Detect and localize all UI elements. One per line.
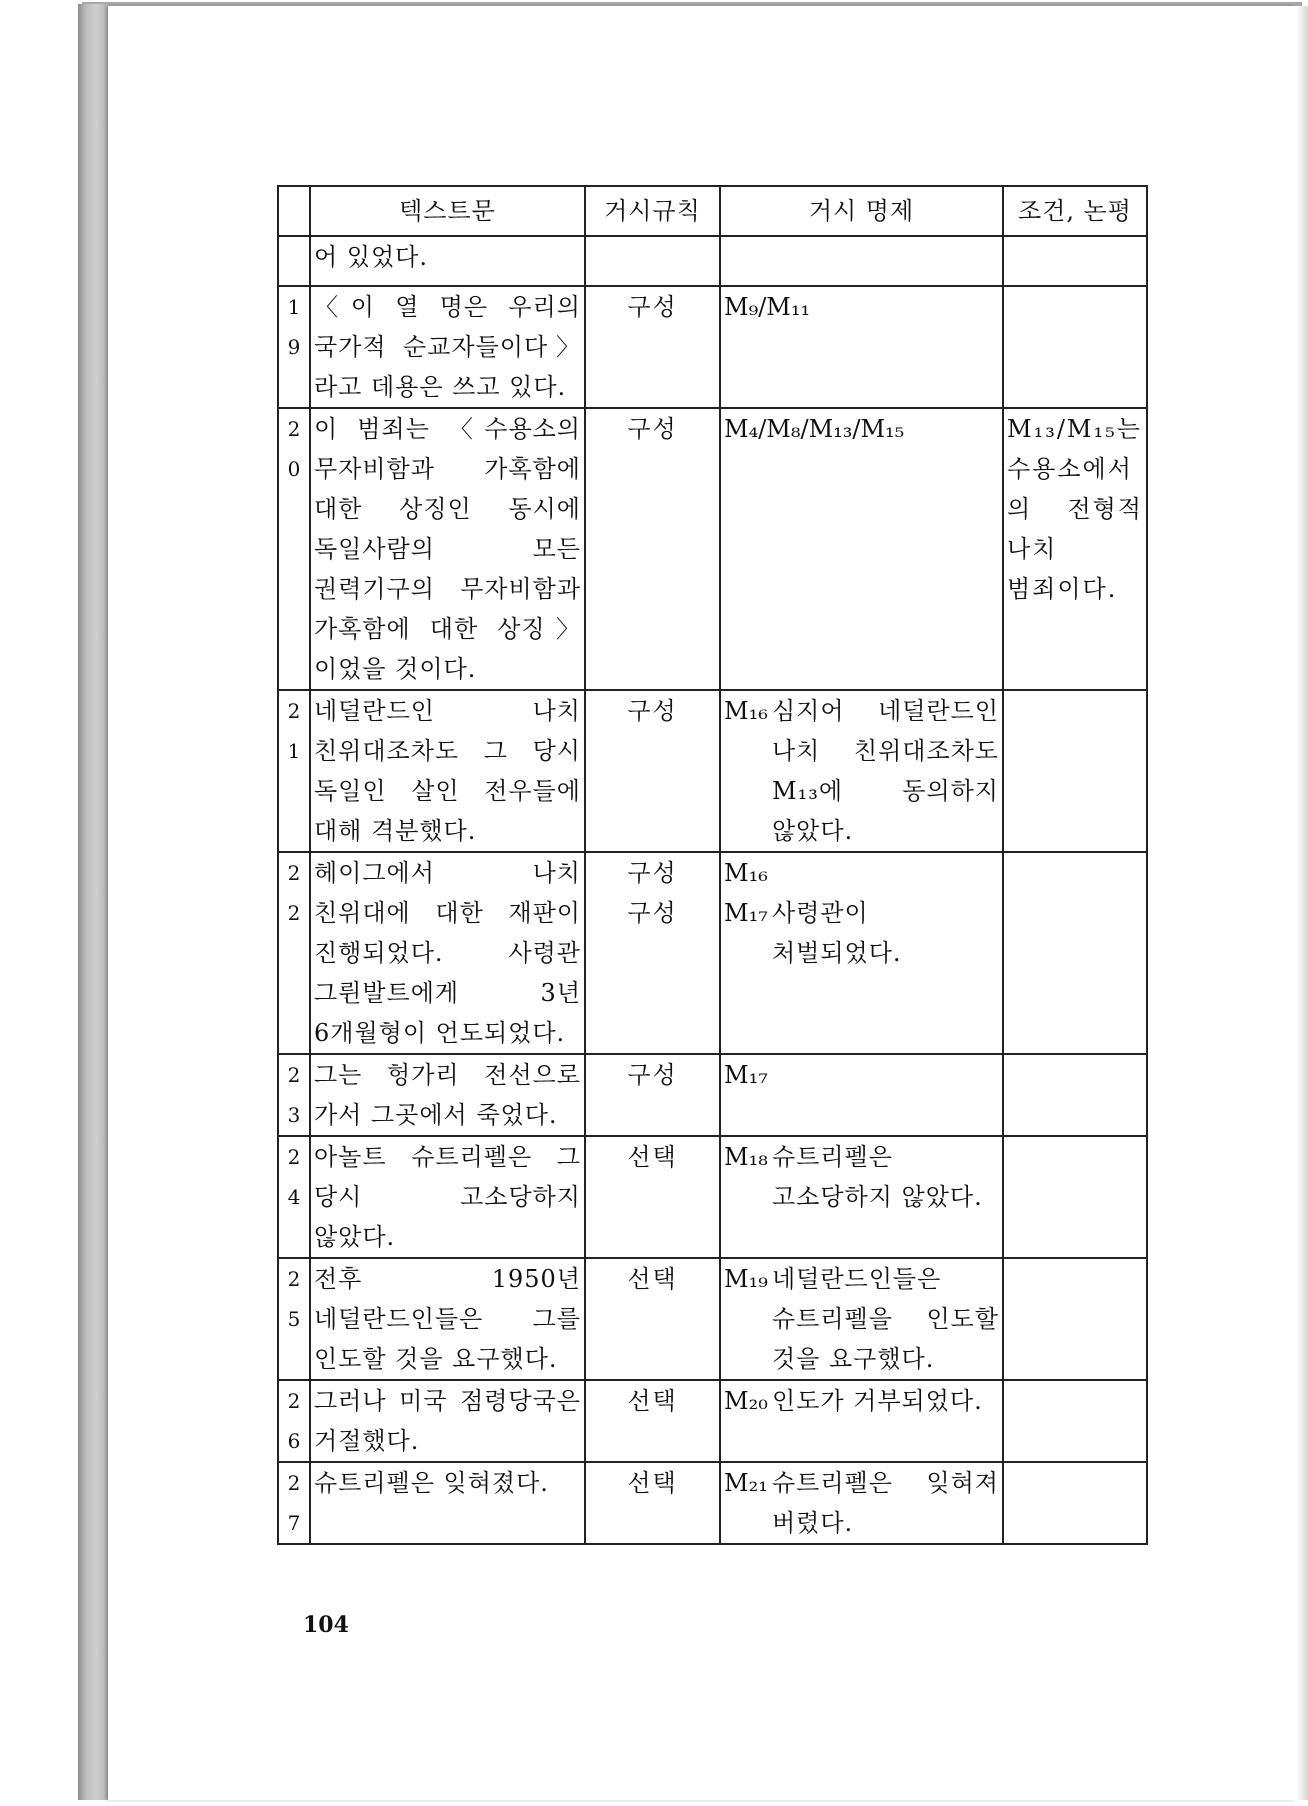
proposition-text: 심지어 네덜란드인 나치 친위대조차도 M₁₃에 동의하지 않았다.	[772, 697, 999, 845]
text-sentence-cell: 전후 1950년 네덜란드인들은 그를 인도할 것을 요구했다.	[310, 1258, 585, 1380]
macro-rule-label: 선택	[627, 1143, 678, 1171]
proposition-entry	[724, 409, 999, 449]
header-text: 텍스트문	[310, 186, 585, 236]
row-number: 21	[278, 690, 310, 852]
proposition-entry	[724, 1381, 999, 1421]
proposition-code: M₁₆	[724, 859, 768, 887]
proposition-entry	[724, 287, 999, 327]
text-sentence-cell: 네덜란드인 나치 친위대조차도 그 당시 독일인 살인 전우들에 대해 격분했다.	[310, 690, 585, 852]
proposition-entry	[724, 1259, 999, 1379]
macro-proposition-cell	[720, 1380, 1003, 1462]
row-number: 27	[278, 1462, 310, 1544]
macro-rule-cell	[585, 1258, 720, 1380]
condition-comment-cell	[1003, 1136, 1147, 1258]
condition-comment-cell	[1003, 1462, 1147, 1544]
table-row	[278, 1136, 1147, 1258]
table-row	[278, 1258, 1147, 1380]
table-row	[278, 286, 1147, 408]
text-sentence-cell: 헤이그에서 나치 친위대에 대한 재판이 진행되었다. 사령관 그륀발트에게 3년 6개월형이 언도되었다.	[310, 852, 585, 1054]
macro-rule-label: 구성	[627, 415, 678, 443]
macro-proposition-cell	[720, 286, 1003, 408]
condition-comment-cell	[1003, 286, 1147, 408]
proposition-entry	[724, 691, 999, 851]
macro-proposition-cell	[720, 690, 1003, 852]
table-row	[278, 690, 1147, 852]
book-spine	[78, 4, 108, 1800]
macro-rule-label: 구성	[627, 293, 678, 321]
proposition-code: M₂₁	[724, 1469, 768, 1497]
proposition-text: 슈트리펠은 잊혀져 버렸다.	[772, 1469, 999, 1537]
row-number: 26	[278, 1380, 310, 1462]
proposition-code: M₂₀	[724, 1387, 768, 1415]
proposition-code: M₁₇	[724, 899, 768, 927]
page-number: 104	[303, 1612, 349, 1638]
proposition-text: 인도가 거부되었다.	[772, 1387, 983, 1415]
proposition-code: M₁₆	[724, 697, 768, 725]
text-sentence-cell: 그러나 미국 점령당국은 거절했다.	[310, 1380, 585, 1462]
macro-rule-cell	[585, 1380, 720, 1462]
row-number: 22	[278, 852, 310, 1054]
proposition-code: M₁₉	[724, 1265, 768, 1293]
macro-rule-cell	[585, 408, 720, 690]
table-row	[278, 1054, 1147, 1136]
macro-proposition-cell	[720, 236, 1003, 286]
macro-rule-label: 구성	[627, 899, 678, 927]
proposition-entry	[724, 893, 999, 973]
condition-comment-cell: M₁₃/M₁₅는 수용소에서의 전형적 나치 범죄이다.	[1003, 408, 1147, 690]
table-row	[278, 852, 1147, 1054]
condition-comment-cell	[1003, 852, 1147, 1054]
text-sentence-cell: 〈이 열 명은 우리의 국가적 순교자들이다〉라고 데용은 쓰고 있다.	[310, 286, 585, 408]
macro-rule-label: 선택	[627, 1469, 678, 1497]
proposition-code: M₉/M₁₁	[724, 293, 811, 321]
text-sentence-cell: 슈트리펠은 잊혀졌다.	[310, 1462, 585, 1544]
macro-rule-cell	[585, 286, 720, 408]
header-macro-proposition: 거시 명제	[720, 186, 1003, 236]
proposition-entry	[724, 1463, 999, 1543]
macro-rule-cell	[585, 1462, 720, 1544]
proposition-text: 사령관이 처벌되었다.	[772, 899, 902, 967]
table-row	[278, 236, 1147, 286]
macro-proposition-cell	[720, 1054, 1003, 1136]
table-header-row	[278, 186, 1147, 236]
macro-proposition-cell	[720, 408, 1003, 690]
macro-rule-label: 구성	[627, 859, 678, 887]
text-sentence-cell: 아놀트 슈트리펠은 그 당시 고소당하지 않았다.	[310, 1136, 585, 1258]
row-number: 23	[278, 1054, 310, 1136]
condition-comment-cell	[1003, 690, 1147, 852]
macro-rule-label: 선택	[627, 1265, 678, 1293]
row-number: 24	[278, 1136, 310, 1258]
header-condition-comment: 조건, 논평	[1003, 186, 1147, 236]
row-number: 19	[278, 286, 310, 408]
macro-proposition-cell	[720, 1258, 1003, 1380]
text-sentence-cell: 이 범죄는 〈수용소의 무자비함과 가혹함에 대한 상징인 동시에 독일사람의 모든 권력기구의 무자비함과 가혹함에 대한 상징〉이었을 것이다.	[310, 408, 585, 690]
macro-rule-cell	[585, 1136, 720, 1258]
table-body	[278, 236, 1147, 1544]
macro-rule-label: 선택	[627, 1387, 678, 1415]
proposition-text: 슈트리펠은 고소당하지 않았다.	[772, 1143, 983, 1211]
macro-rule-cell	[585, 852, 720, 1054]
text-sentence-cell: 그는 헝가리 전선으로 가서 그곳에서 죽었다.	[310, 1054, 585, 1136]
macro-rule-label: 구성	[627, 697, 678, 725]
header-number	[278, 186, 310, 236]
macro-proposition-cell	[720, 1462, 1003, 1544]
condition-comment-cell	[1003, 1380, 1147, 1462]
header-macro-rule: 거시규칙	[585, 186, 720, 236]
macro-proposition-table	[277, 185, 1148, 1545]
row-number: 25	[278, 1258, 310, 1380]
row-number	[278, 236, 310, 286]
proposition-entry	[724, 1055, 999, 1095]
proposition-code: M₄/M₈/M₁₃/M₁₅	[724, 415, 905, 443]
table-row	[278, 1462, 1147, 1544]
table-row	[278, 1380, 1147, 1462]
proposition-entry	[724, 1137, 999, 1217]
macro-proposition-cell	[720, 852, 1003, 1054]
row-number: 20	[278, 408, 310, 690]
macro-rule-cell	[585, 690, 720, 852]
page-edge	[1296, 6, 1308, 1800]
macro-rule-cell	[585, 236, 720, 286]
text-sentence-cell: 어 있었다.	[310, 236, 585, 286]
proposition-text: 네덜란드인들은 슈트리펠을 인도할 것을 요구했다.	[772, 1265, 999, 1373]
macro-proposition-cell	[720, 1136, 1003, 1258]
macro-rule-label: 구성	[627, 1061, 678, 1089]
proposition-code: M₁₇	[724, 1061, 768, 1089]
table-row	[278, 408, 1147, 690]
proposition-code: M₁₈	[724, 1143, 768, 1171]
macro-rule-cell	[585, 1054, 720, 1136]
condition-comment-cell	[1003, 236, 1147, 286]
proposition-entry	[724, 853, 999, 893]
condition-comment-cell	[1003, 1054, 1147, 1136]
condition-comment-cell	[1003, 1258, 1147, 1380]
